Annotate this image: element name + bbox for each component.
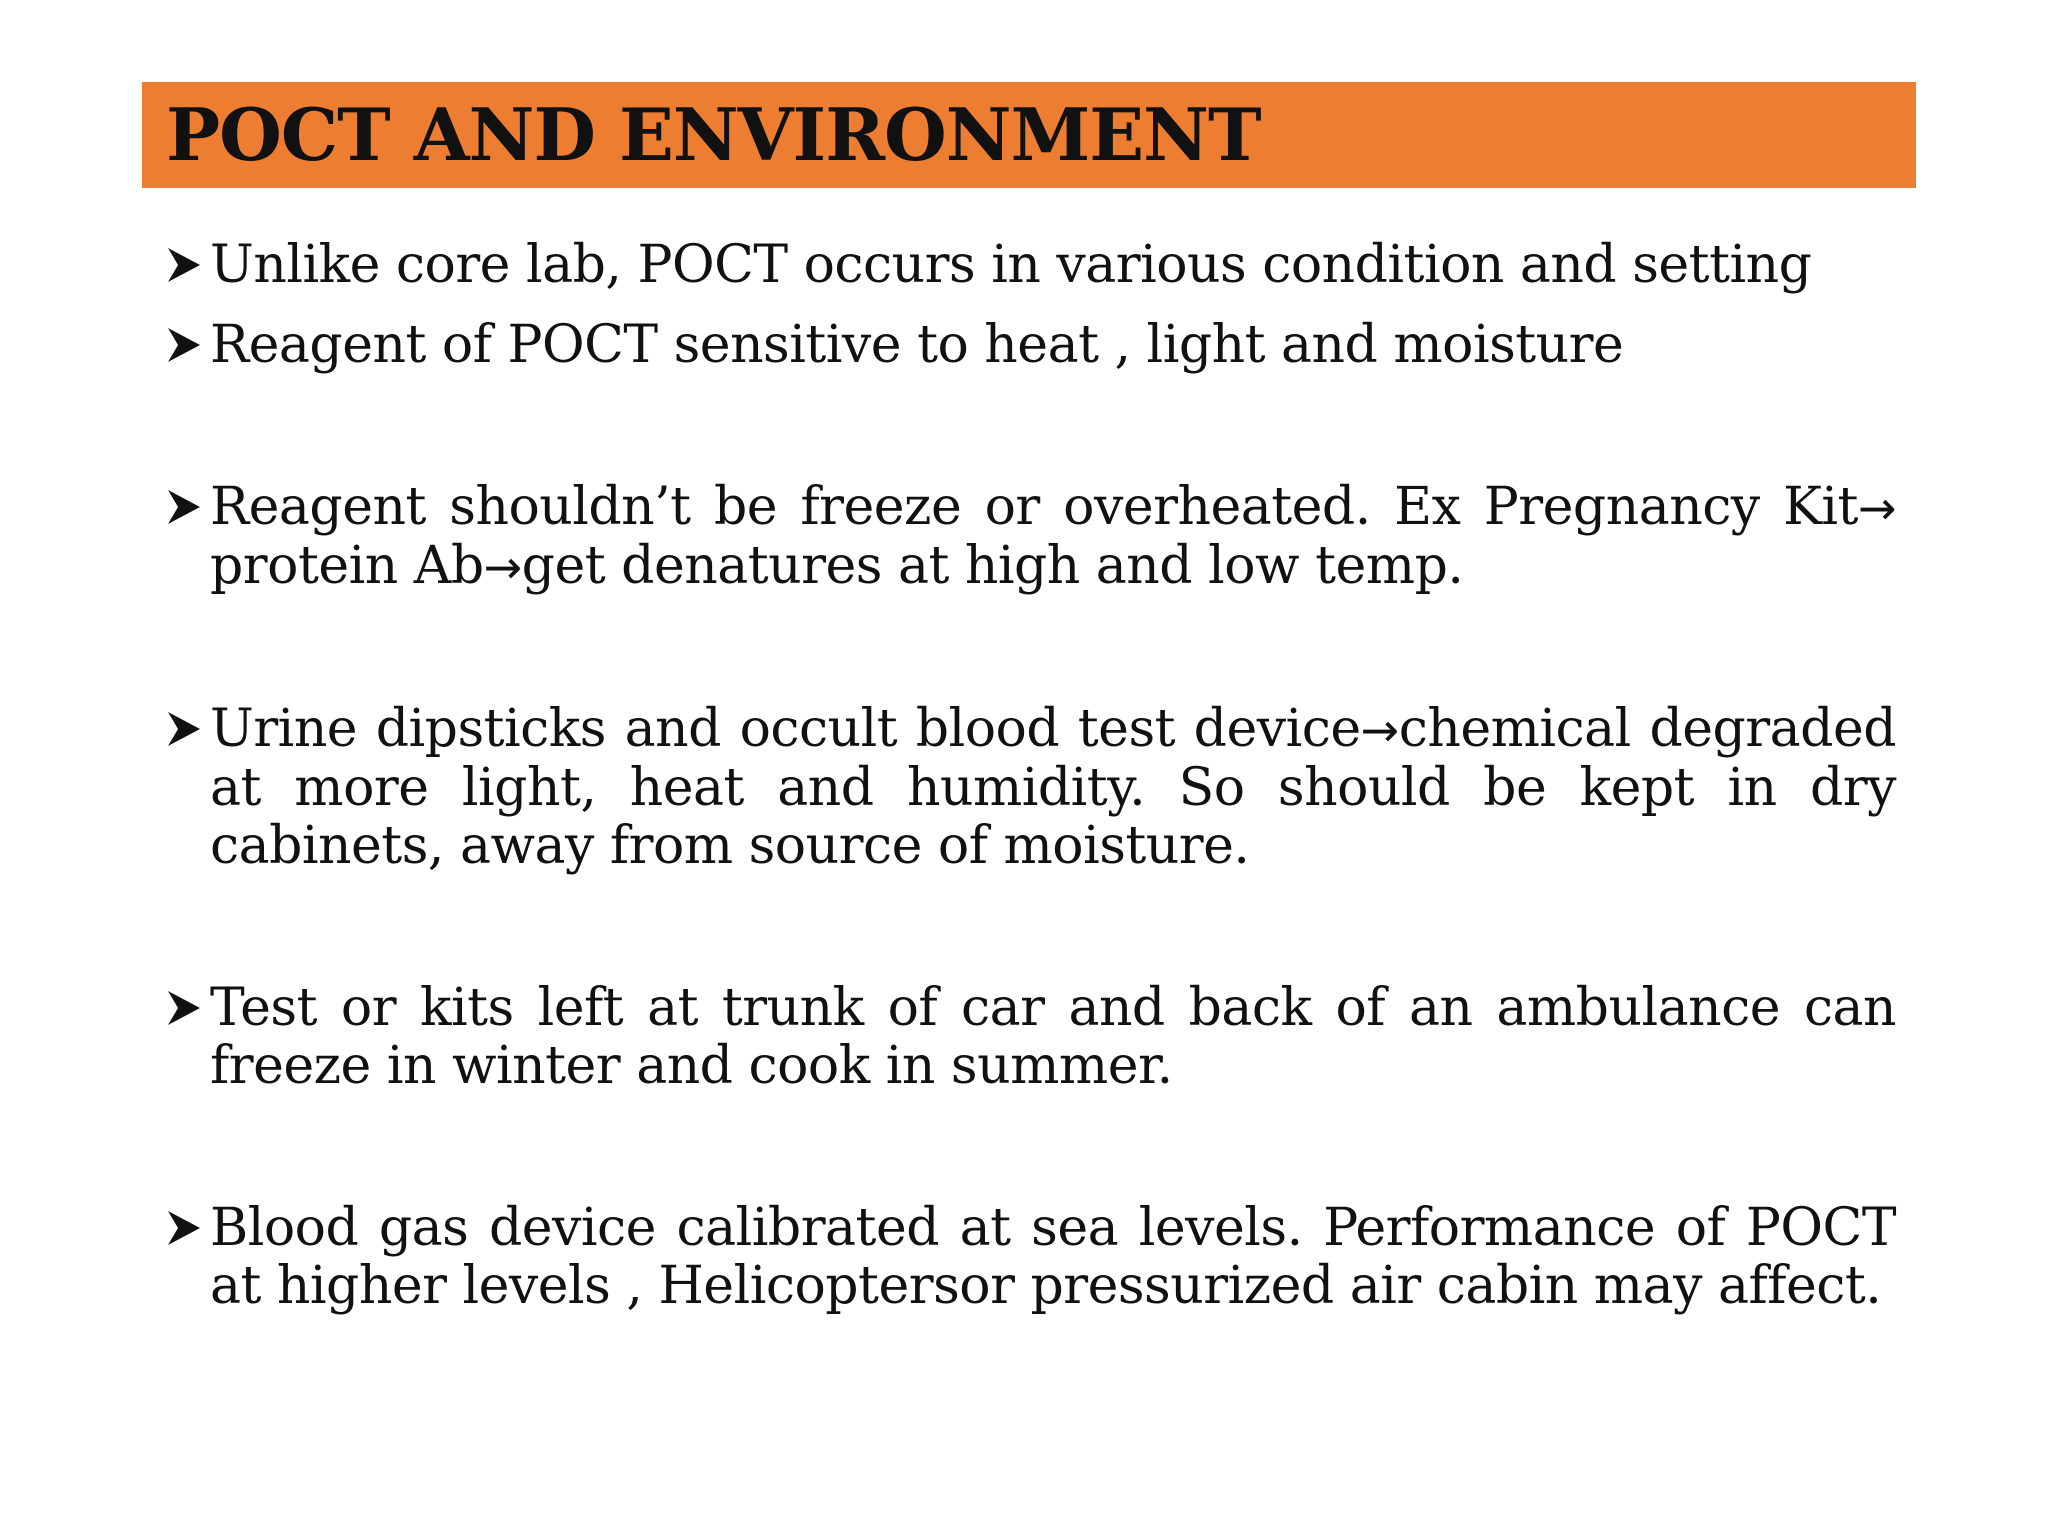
bullet-list [166, 236, 1896, 1315]
bullet-text: Reagent of POCT sensitive to heat , light and moisture [210, 315, 1624, 375]
bullet-text-part: chemical degraded at more light, heat and humidity. So should be kept in dry cabinets, away from source of moisture. [210, 699, 1896, 876]
arrowhead-bullet-icon [166, 240, 204, 290]
bullet-item [166, 478, 1896, 596]
bullet-text-part: get denatures at high and low temp. [521, 536, 1464, 596]
bullet-item [166, 700, 1896, 875]
right-arrow-icon: → [1360, 703, 1399, 757]
bullet-text-part: protein Ab [210, 536, 484, 596]
bullet-item [166, 316, 1896, 374]
bullet-text-part: Urine dipsticks and occult blood test device [210, 699, 1361, 759]
arrowhead-bullet-icon [166, 320, 204, 370]
bullet-text-part: Reagent shouldn’t be freeze or overheated. Ex Pregnancy Kit [210, 477, 1858, 537]
right-arrow-icon: → [483, 540, 522, 594]
slide-title: POCT AND ENVIRONMENT [166, 92, 1261, 177]
bullet-item [166, 236, 1896, 294]
arrowhead-bullet-icon [166, 983, 204, 1033]
arrowhead-bullet-icon [166, 482, 204, 532]
arrowhead-bullet-icon [166, 1203, 204, 1253]
title-bar [142, 82, 1916, 188]
bullet-item [166, 979, 1896, 1095]
bullet-text: Unlike core lab, POCT occurs in various condition and setting [210, 235, 1812, 295]
arrowhead-bullet-icon [166, 704, 204, 754]
right-arrow-icon: → [1857, 481, 1896, 535]
bullet-item [166, 1199, 1896, 1315]
bullet-text: Blood gas device calibrated at sea levels. Performance of POCT at higher levels , Helicoptersor pressurized air cabin may affect. [210, 1198, 1896, 1316]
bullet-text: Test or kits left at trunk of car and back of an ambulance can freeze in winter and cook in summer. [210, 978, 1896, 1096]
